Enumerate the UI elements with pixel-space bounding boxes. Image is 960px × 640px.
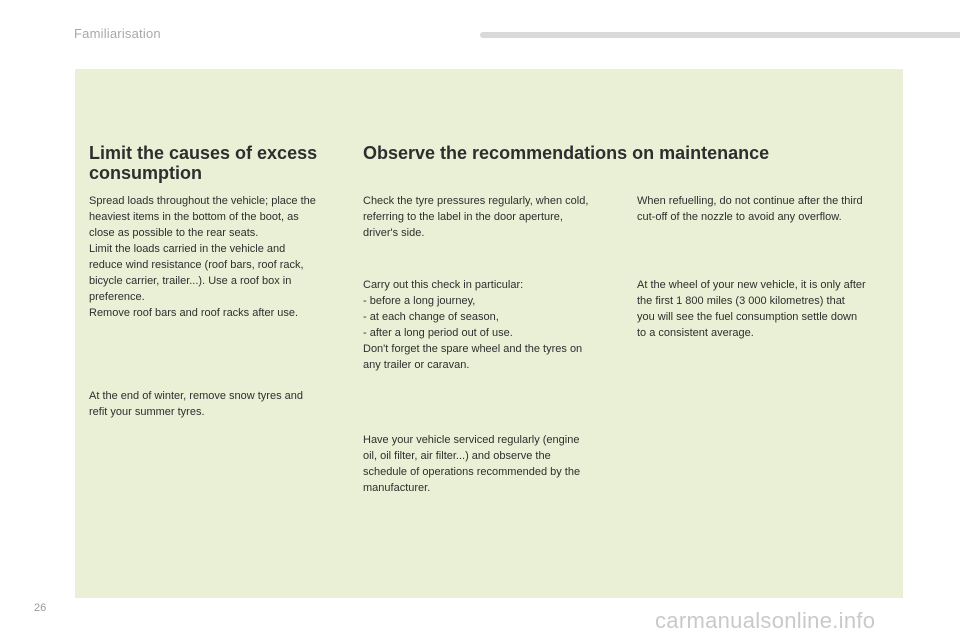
pressure-paragraph: Check the tyre pressures regularly, when cold, referring to the label in the door aperture, driver's side. xyxy=(363,195,589,239)
watermark: carmanualsonline.info xyxy=(655,608,876,633)
check-paragraph: Carry out this check in particular: - before a long journey, - at each change of season, - after a long period out of use. Don't forget the spare wheel and the tyres on any trailer or caravan. xyxy=(363,279,583,371)
refuel-paragraph: When refuelling, do not continue after the third cut-off of the nozzle to avoid any overflow. xyxy=(637,195,863,223)
section-title: Familiarisation xyxy=(74,26,161,41)
right-heading: Observe the recommendations on maintenance xyxy=(363,143,770,163)
service-paragraph: Have your vehicle serviced regularly (engine oil, oil filter, air filter...) and observe the schedule of operations recommended by the manufacturer. xyxy=(363,434,581,494)
page-number: 26 xyxy=(34,602,47,614)
left-paragraph-tyres: At the end of winter, remove snow tyres and refit your summer tyres. xyxy=(89,390,304,418)
left-paragraph-loads: Spread loads throughout the vehicle; place the heaviest items in the bottom of the boot, as close as possible to the rear seats. Limit the loads carried in the vehicle and reduce wind resistance (roof bars, roof rack, bicycle carrier, trailer...). Use a roof box in preference. Remove roof bars and roof racks after use. xyxy=(89,195,316,319)
new-vehicle-paragraph: At the wheel of your new vehicle, it is only after the first 1 800 miles (3 000 kilometres) that you will see the fuel consumption settle down to a consistent average. xyxy=(637,279,866,339)
left-heading: Limit the causes of excess consumption xyxy=(89,143,318,183)
header-bar xyxy=(480,32,960,38)
